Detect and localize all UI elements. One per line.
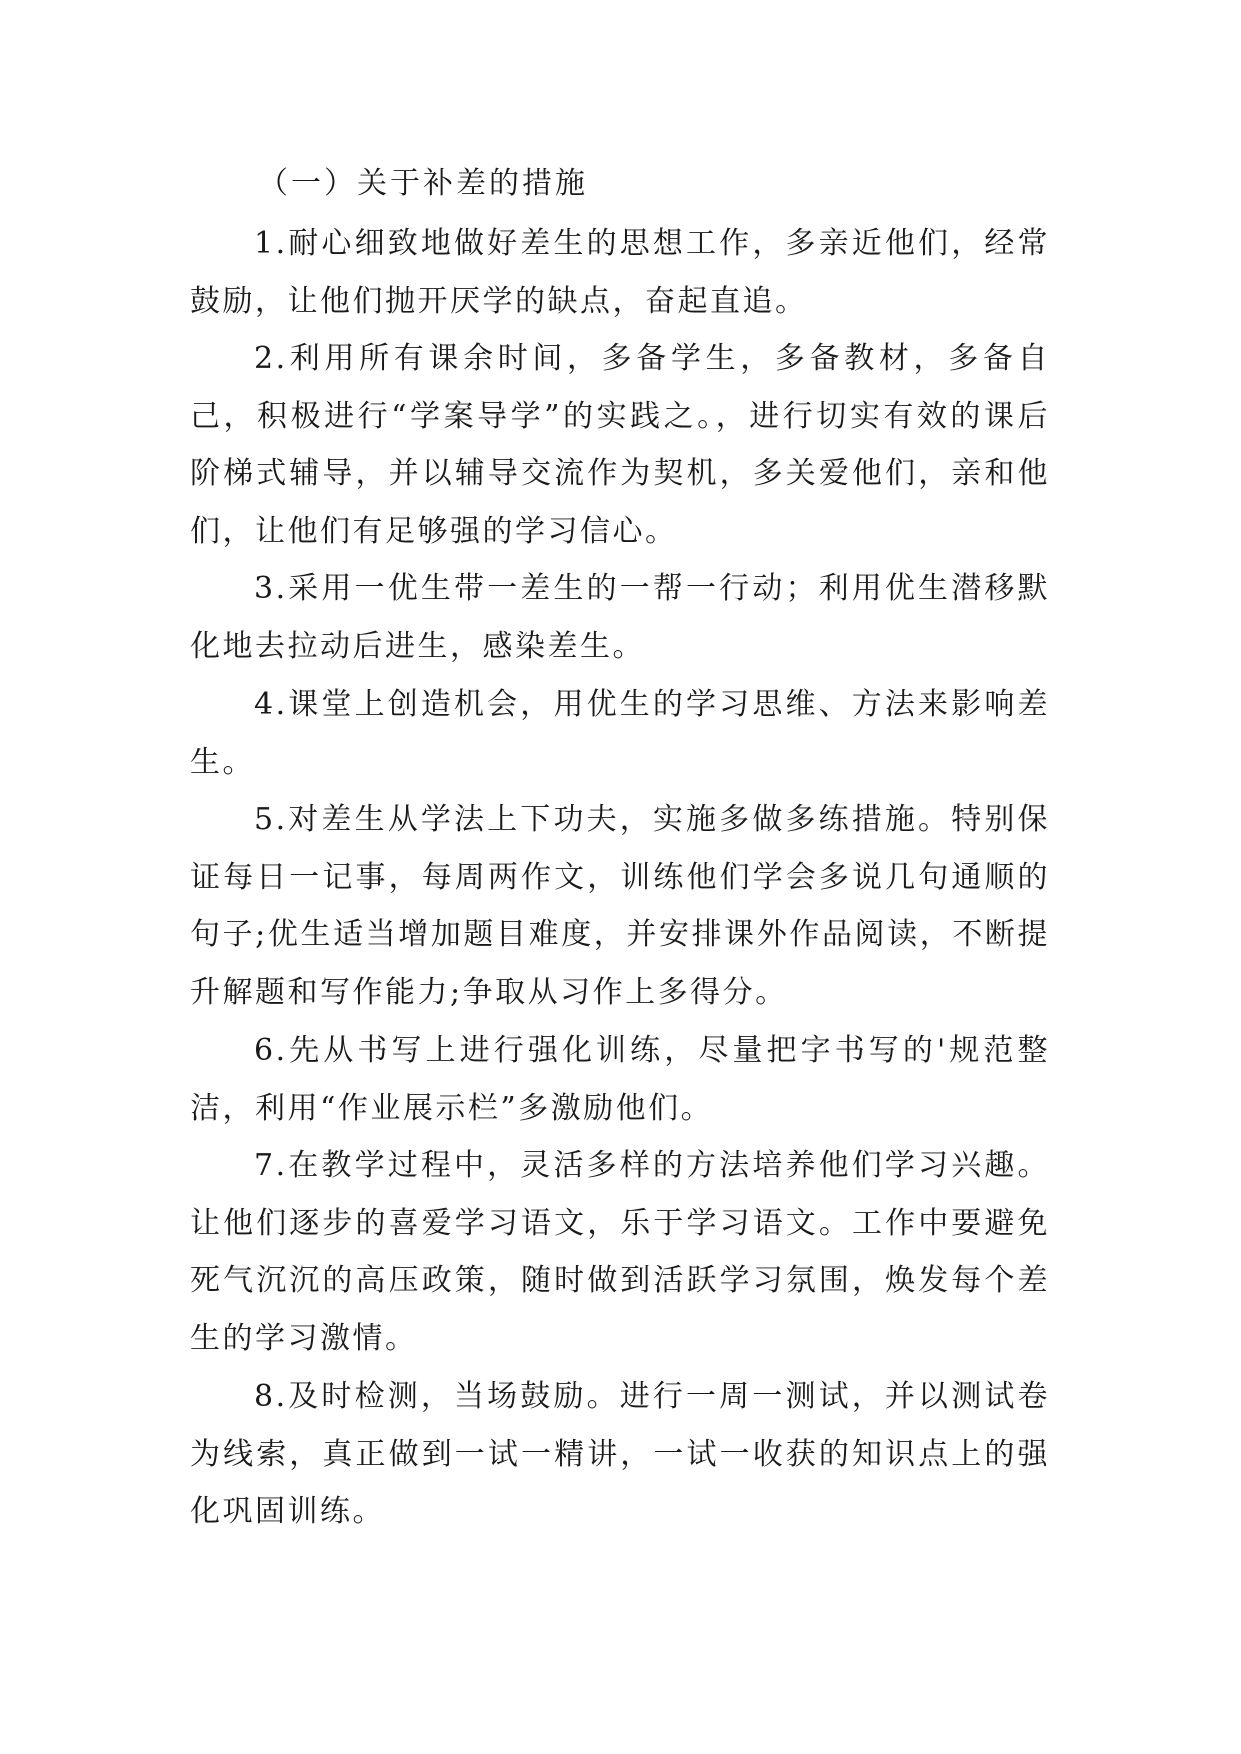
paragraph-6: 6.先从书写上进行强化训练，尽量把字书写的'规范整洁，利用“作业展示栏”多激励他们。 <box>190 1033 1050 1126</box>
paragraph-7: 7.在教学过程中，灵活多样的方法培养他们学习兴趣。让他们逐步的喜爱学习语文，乐于学习语文。工作中要避免死气沉沉的高压政策，随时做到活跃学习氛围，焕发每个差生的学习激情。 <box>190 1148 1050 1356</box>
paragraph-1: 1.耐心细致地做好差生的思想工作，多亲近他们，经常鼓励，让他们抛开厌学的缺点，奋起直追。 <box>190 226 1050 319</box>
section-heading: （一）关于补差的措施 <box>258 166 588 201</box>
paragraph-4: 4.课堂上创造机会，用优生的学习思维、方法来影响差生。 <box>190 687 1050 780</box>
paragraph-8: 8.及时检测，当场鼓励。进行一周一测试，并以测试卷为线索，真正做到一试一精讲，一试一收获的知识点上的强化巩固训练。 <box>190 1379 1050 1530</box>
paragraph-2: 2.利用所有课余时间，多备学生，多备教材，多备自己，积极进行“学案导学”的实践之。，进行切实有效的课后阶梯式辅导，并以辅导交流作为契机，多关爱他们，亲和他们，让他们有足够强的学习信心。 <box>190 341 1050 549</box>
paragraph-5: 5.对差生从学法上下功夫，实施多做多练措施。特别保证每日一记事，每周两作文，训练他们学会多说几句通顺的句子;优生适当增加题目难度，并安排课外作品阅读，不断提升解题和写作能力;争取从习作上多得分。 <box>190 802 1050 1010</box>
paragraph-3: 3.采用一优生带一差生的一帮一行动；利用优生潜移默化地去拉动后进生，感染差生。 <box>190 571 1050 664</box>
